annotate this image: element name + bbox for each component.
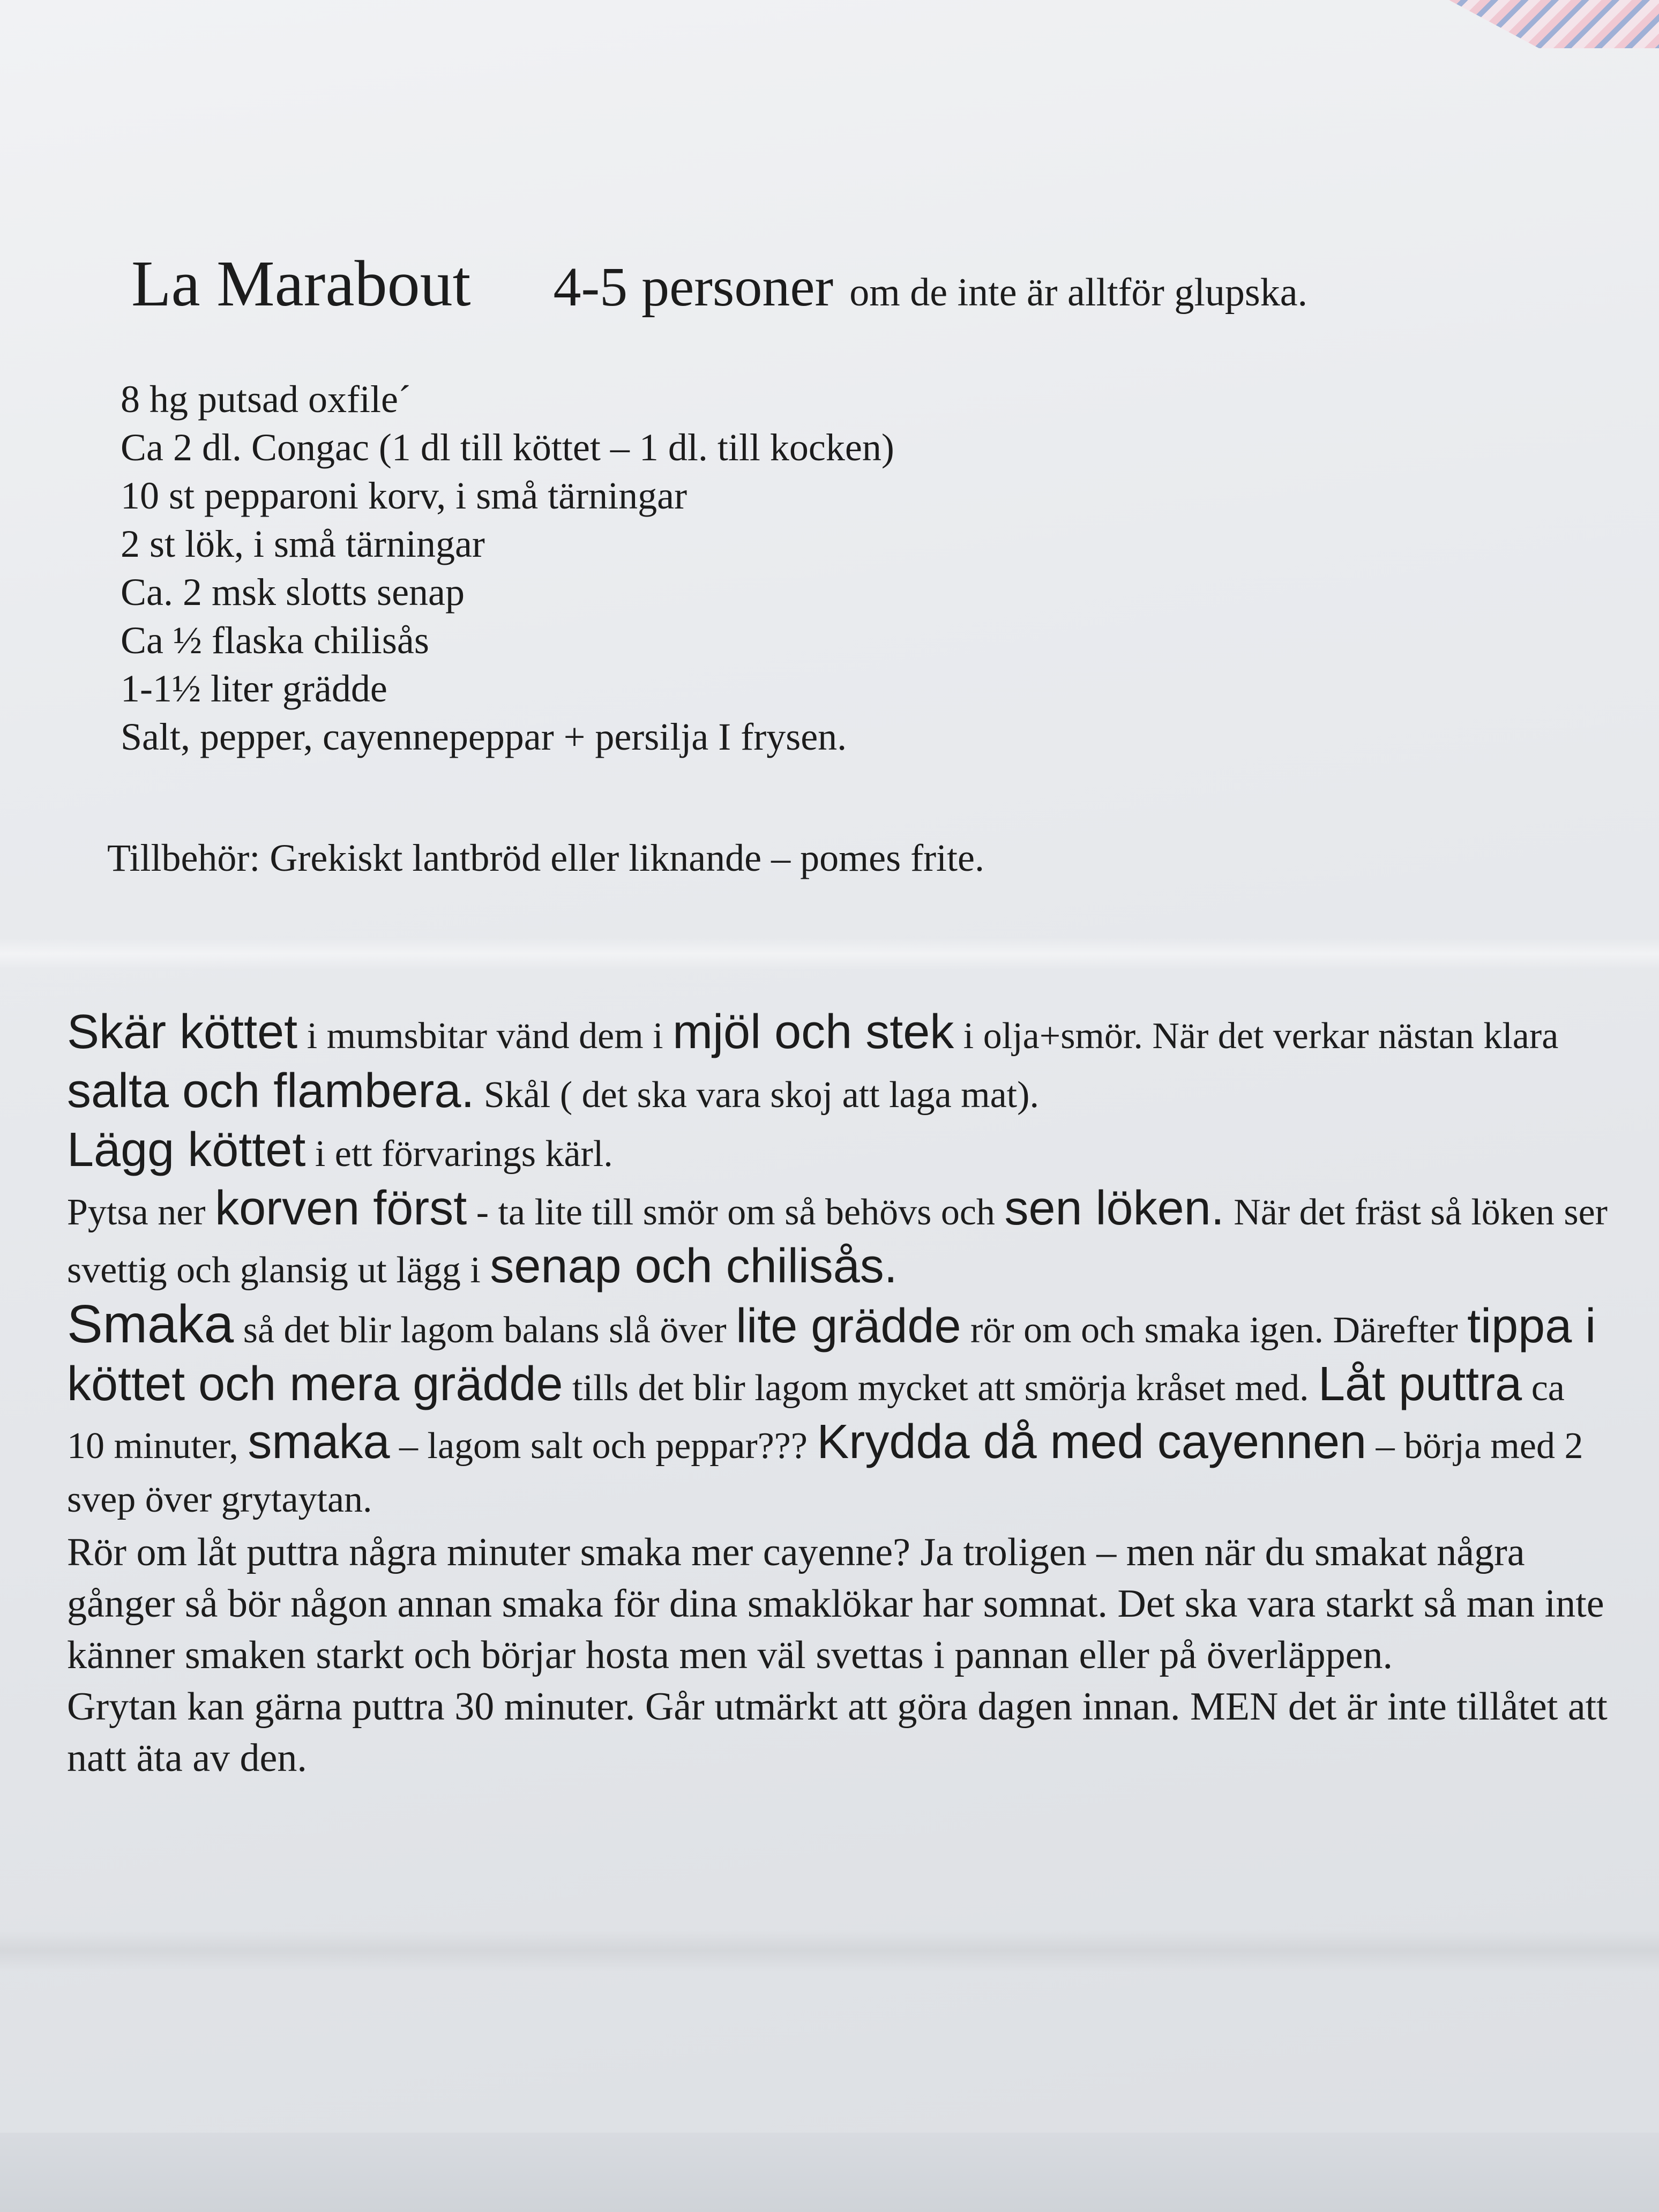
ingredient-item: 8 hg putsad oxfile´ — [121, 378, 411, 421]
instruction-emphasis: lite grädde — [736, 1299, 961, 1353]
instruction-text: tills det blir lagom mycket att smörja kråset med. — [563, 1367, 1318, 1409]
instruction-emphasis: smaka — [248, 1415, 390, 1469]
instruction-text: – börja med 2 svep över grytaytan. — [67, 1425, 1583, 1520]
instruction-text: När det fräst så löken ser svettig och glansig ut lägg i — [67, 1192, 1608, 1291]
instruction-text: i olja+smör. När det verkar nästan klara — [954, 1015, 1559, 1057]
ingredient-item: Ca 2 dl. Congac (1 dl till köttet – 1 dl. till kocken) — [121, 426, 894, 469]
ingredient-item: Ca ½ flaska chilisås — [121, 619, 429, 662]
instruction-emphasis: tippa i köttet och mera grädde — [67, 1299, 1596, 1411]
recipe-instructions — [67, 1005, 1610, 1784]
ingredient-item: Salt, pepper, cayennepeppar + persilja I frysen. — [121, 715, 847, 758]
recipe-title: La Marabout — [131, 248, 471, 320]
instruction-text: i ett förvarings kärl. — [305, 1133, 613, 1175]
ingredient-item: 1-1½ liter grädde — [121, 667, 387, 710]
ingredient-item: Ca. 2 msk slotts senap — [121, 571, 465, 614]
instruction-text: Pytsa ner — [67, 1192, 215, 1233]
instruction-text: ca 10 minuter, — [67, 1367, 1565, 1467]
instruction-emphasis: Låt puttra — [1318, 1357, 1522, 1411]
instruction-paragraph — [67, 1005, 1610, 1123]
instruction-text: rör om och smaka igen. Därefter — [961, 1310, 1468, 1351]
instruction-emphasis: Lägg köttet — [67, 1123, 306, 1177]
instruction-paragraph: Rör om låt puttra några minuter smaka mer cayenne? Ja troligen – men när du smakat några gånger så bör någon annan smaka för dina smaklökar har somnat. Det ska vara starkt så man inte känner smaken starkt och börjar hosta men väl svettas i pannan eller på överläppen. — [67, 1530, 1604, 1677]
recipe-accessories: Tillbehör: Grekiskt lantbröd eller liknande – pomes frite. — [107, 836, 985, 879]
instruction-text: så det blir lagom balans slå över — [234, 1310, 736, 1351]
instruction-emphasis: Smaka — [67, 1294, 234, 1354]
instruction-text: Skål ( det ska vara skoj att laga mat). — [474, 1074, 1039, 1116]
instruction-emphasis: Krydda då med cayennen — [817, 1415, 1367, 1469]
instruction-paragraph: Grytan kan gärna puttra 30 minuter. Går utmärkt att göra dagen innan. MEN det är inte tillåtet att natt äta av den. — [67, 1685, 1608, 1780]
recipe-header — [131, 246, 1307, 322]
instruction-emphasis: sen löken. — [1004, 1182, 1224, 1235]
instruction-emphasis: Skär köttet — [67, 1005, 298, 1059]
instruction-text: - ta lite till smör om så behövs och — [467, 1192, 1005, 1233]
instruction-paragraph — [67, 1182, 1610, 1527]
recipe-serves-note: om de inte är alltför glupska. — [849, 271, 1308, 315]
instruction-emphasis: korven först — [215, 1182, 467, 1235]
ingredient-list — [121, 375, 1567, 761]
instruction-emphasis: mjöl och stek — [672, 1005, 954, 1059]
recipe-serves: 4-5 personer — [553, 256, 834, 318]
instruction-emphasis: senap och chilisås. — [490, 1239, 898, 1293]
ingredient-item: 10 st pepparoni korv, i små tärningar — [121, 474, 687, 517]
instruction-text: – lagom salt och peppar??? — [390, 1425, 817, 1467]
instruction-emphasis: salta och flambera. — [67, 1064, 475, 1118]
instruction-text: i mumsbitar vänd dem i — [297, 1015, 673, 1057]
ingredient-item: 2 st lök, i små tärningar — [121, 522, 485, 565]
instruction-paragraph — [67, 1123, 1610, 1182]
